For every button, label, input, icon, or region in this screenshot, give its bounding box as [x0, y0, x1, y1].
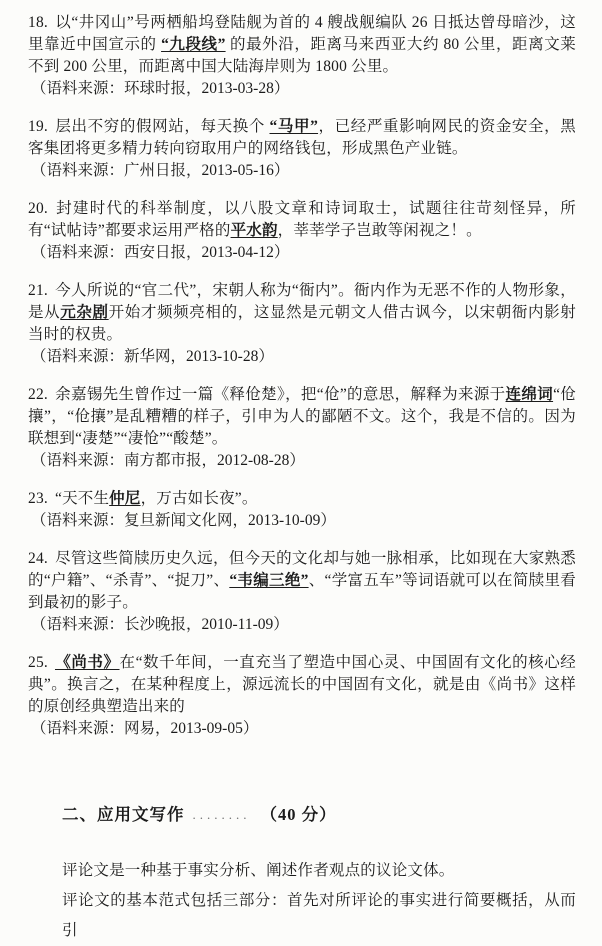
text-segment: 余嘉锡先生曾作过一篇《释伧楚》，把“伧”的意思，解释为来源于	[54, 386, 506, 403]
text-segment: 今人所说的“官二代”，宋朝人称为“衙内”。衙内作为无恶不作的人物形象，是从	[28, 282, 576, 321]
dotted-leader: ........	[192, 807, 251, 822]
item-number: 21.	[28, 282, 48, 299]
keyword-term: 连绵词	[505, 386, 554, 403]
section-heading	[62, 802, 576, 828]
item-source: （语料来源：西安日报，2013-04-12）	[31, 244, 290, 261]
item-number: 22.	[28, 386, 48, 403]
item-text	[28, 280, 576, 346]
paragraph-commentary-definition: 评论文是一种基于事实分析、阐述作者观点的议论文体。	[62, 862, 455, 879]
item-body	[28, 200, 576, 239]
keyword-term: 《尚书》	[54, 654, 120, 671]
passage-item	[28, 384, 576, 472]
passage-item	[28, 548, 576, 636]
text-segment: 在“数千年间，一直充当了塑造中国心灵、中国固有文化的核心经典”。换言之，在某种程度上，源远流长的中国固有文化，就是由《尚书》这样的原创经典塑造出来的	[28, 654, 576, 715]
item-source: （语料来源：网易，2013-09-05）	[31, 720, 259, 737]
section-applied-writing	[28, 802, 576, 946]
keyword-term: 平水韵	[230, 222, 278, 239]
item-number: 25.	[28, 654, 48, 671]
item-text	[28, 488, 576, 510]
text-segment: 以“井冈山”号两栖船坞登陆舰为首的 4 艘战舰编队 26 日抵达曾母暗沙，这里靠近中国宣示的	[28, 14, 576, 53]
item-number: 20.	[28, 200, 48, 217]
text-segment: ，已经严重影响网民的资金安全，黑客集团将更多精力转向窃取用户的网络钱包，形成黑色产业链。	[28, 118, 576, 157]
item-body	[28, 550, 576, 611]
item-source: （语料来源：长沙晚报，2010-11-09）	[31, 616, 289, 633]
passage-item	[28, 280, 576, 368]
text-segment: 层出不穷的假网站，每天换个	[54, 118, 270, 135]
passage-list	[28, 12, 576, 740]
passage-item	[28, 12, 576, 100]
text-segment: 开始才频频亮相的，这显然是元朝文人借古讽今，以宋朝衙内影射当时的权贵。	[28, 304, 576, 343]
item-source: （语料来源：新华网，2013-10-28）	[31, 348, 274, 365]
item-source: （语料来源：环球时报，2013-03-28）	[31, 80, 290, 97]
item-text	[28, 198, 576, 242]
item-body	[28, 14, 576, 75]
keyword-term: 仲尼	[109, 490, 141, 507]
item-body	[55, 490, 258, 507]
text-segment: 、“学富五车”等词语就可以在简牍里看到最初的影子。	[28, 572, 577, 611]
item-text	[28, 384, 576, 450]
section-heading-title: 二、应用文写作	[62, 805, 185, 824]
passage-item	[28, 198, 576, 264]
paragraph-commentary-structure: 评论文的基本范式包括三部分：首先对所评论的事实进行简要概括，从而引	[62, 892, 576, 939]
text-segment: 封建时代的科举制度，以八股文章和诗词取士，试题往往苛刻怪异，所有“试帖诗”都要求运用严格的	[28, 200, 576, 239]
text-segment: “伧攘”，“伧攘”是乱糟糟的样子，引申为人的鄙陋不文。这个，我是不信的。因为联想到“凄楚”“凄怆”“酸楚”。	[28, 386, 577, 447]
item-number: 18.	[28, 14, 48, 31]
item-number: 24.	[28, 550, 48, 567]
keyword-term: “马甲”	[269, 118, 319, 135]
keyword-term: “九段线”	[161, 36, 226, 53]
passage-item	[28, 652, 576, 740]
item-source: （语料来源：复旦新闻文化网，2013-10-09）	[31, 512, 336, 529]
item-body	[28, 386, 576, 447]
item-body	[28, 654, 576, 715]
item-text	[28, 652, 576, 718]
item-source: （语料来源：广州日报，2013-05-16）	[31, 162, 290, 179]
text-segment: 尽管这些简牍历史久远，但今天的文化却与她一脉相承，比如现在大家熟悉的“户籍”、“杀青”、“捉刀”、	[28, 550, 576, 589]
passage-item	[28, 116, 576, 182]
keyword-term: 元杂剧	[60, 304, 109, 321]
text-segment: ，万古如长夜”。	[140, 490, 258, 507]
item-text	[28, 116, 576, 160]
item-body	[28, 282, 576, 343]
passage-item	[28, 488, 576, 532]
text-segment: ，莘莘学子岂敢等闲视之！。	[277, 222, 482, 239]
item-text	[28, 548, 576, 614]
item-number: 23.	[28, 490, 48, 507]
text-segment: 的最外沿，距离马来西亚大约 80 公里，距离文莱不到 200 公里，而距离中国大陆海岸则为 1800 公里。	[28, 36, 576, 75]
keyword-term: “韦编三绝”	[229, 572, 309, 589]
section-heading-score: （40 分）	[260, 805, 337, 824]
item-number: 19.	[28, 118, 48, 135]
item-text	[28, 12, 576, 78]
item-source: （语料来源：南方都市报，2012-08-28）	[31, 452, 305, 469]
text-segment: “天不生	[54, 490, 110, 507]
item-body	[28, 118, 576, 157]
